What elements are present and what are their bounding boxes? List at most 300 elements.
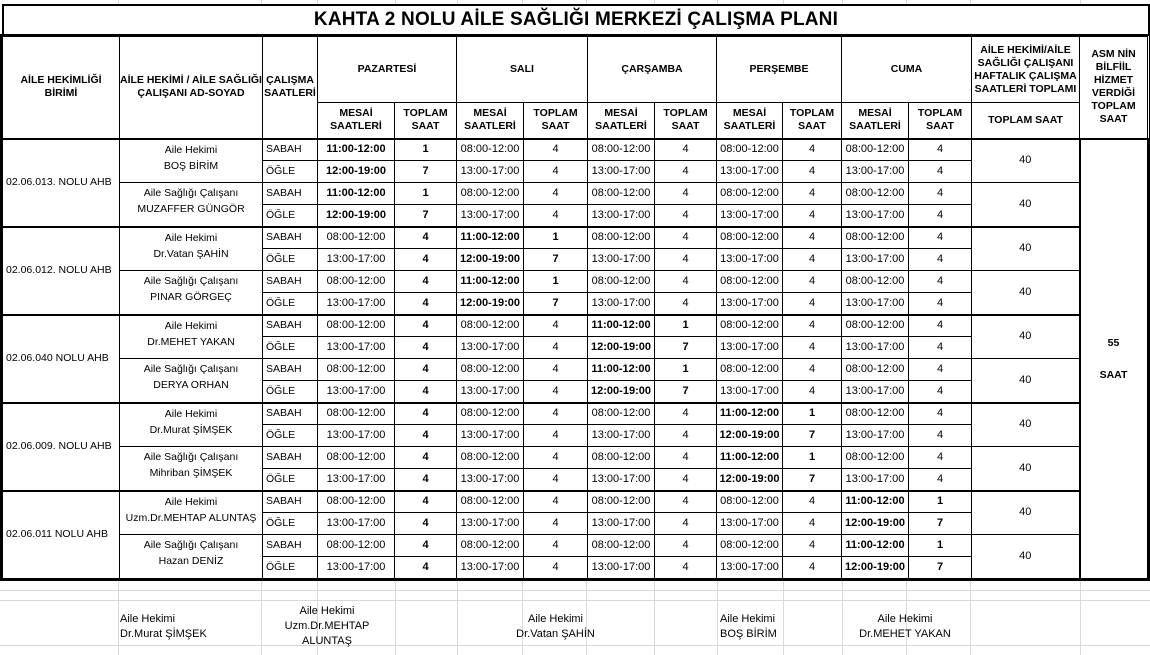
signature-block[interactable] — [120, 612, 260, 642]
mesai-hours[interactable]: 13:00-17:00 — [588, 205, 655, 227]
mesai-hours[interactable]: 13:00-17:00 — [588, 425, 655, 447]
person-name: Mihriban ŞİMŞEK — [149, 467, 233, 479]
total-hours[interactable]: 4 — [524, 359, 588, 381]
mesai-hours[interactable]: 08:00-12:00 — [457, 183, 524, 205]
mesai-hours[interactable]: 13:00-17:00 — [842, 249, 909, 271]
person-cell[interactable] — [120, 227, 263, 271]
total-hours[interactable]: 4 — [524, 381, 588, 403]
total-hours[interactable]: 7 — [783, 425, 842, 447]
header-unit: AİLE HEKİMLİĞİ BİRİMİ — [3, 37, 120, 139]
header-weekly-sub: TOPLAM SAAT — [972, 103, 1080, 139]
total-hours[interactable]: 4 — [783, 513, 842, 535]
mesai-hours[interactable]: 13:00-17:00 — [318, 513, 395, 535]
header-toplam: TOPLAM SAAT — [783, 103, 842, 139]
table-row — [3, 535, 1148, 557]
total-hours[interactable]: 4 — [524, 183, 588, 205]
mesai-hours[interactable]: 08:00-12:00 — [318, 271, 395, 293]
header-asm-total: ASM NİN BİLFİİL HİZMET VERDİĞİ TOPLAM SAAT — [1080, 37, 1148, 139]
total-hours[interactable]: 4 — [783, 337, 842, 359]
mesai-hours[interactable]: 11:00-12:00 — [318, 183, 395, 205]
total-hours[interactable]: 4 — [395, 535, 457, 557]
total-hours[interactable]: 4 — [909, 469, 972, 491]
mesai-hours[interactable]: 08:00-12:00 — [588, 227, 655, 249]
mesai-hours[interactable]: 13:00-17:00 — [588, 249, 655, 271]
total-hours[interactable]: 4 — [783, 491, 842, 513]
shift-label[interactable]: ÖĞLE — [263, 249, 318, 271]
mesai-hours[interactable]: 08:00-12:00 — [318, 447, 395, 469]
total-hours[interactable]: 7 — [655, 337, 717, 359]
total-hours[interactable]: 4 — [909, 249, 972, 271]
mesai-hours[interactable]: 08:00-12:00 — [717, 139, 783, 161]
person-cell[interactable] — [120, 315, 263, 359]
mesai-hours[interactable]: 13:00-17:00 — [318, 425, 395, 447]
total-hours[interactable]: 4 — [524, 513, 588, 535]
mesai-hours[interactable]: 13:00-17:00 — [842, 337, 909, 359]
total-hours[interactable]: 1 — [395, 183, 457, 205]
total-hours[interactable]: 1 — [909, 535, 972, 557]
mesai-hours[interactable]: 13:00-17:00 — [717, 513, 783, 535]
person-cell[interactable] — [120, 535, 263, 579]
total-hours[interactable]: 4 — [655, 293, 717, 315]
weekly-total[interactable]: 40 — [972, 315, 1080, 359]
total-hours[interactable]: 4 — [783, 293, 842, 315]
shift-label[interactable]: SABAH — [263, 403, 318, 425]
total-hours[interactable]: 4 — [783, 227, 842, 249]
signature-name: Dr.MEHET YAKAN — [859, 628, 951, 640]
total-hours[interactable]: 4 — [524, 315, 588, 337]
total-hours[interactable]: 4 — [655, 227, 717, 249]
mesai-hours[interactable]: 08:00-12:00 — [457, 359, 524, 381]
total-hours[interactable]: 4 — [395, 425, 457, 447]
mesai-hours[interactable]: 08:00-12:00 — [588, 403, 655, 425]
shift-label[interactable]: ÖĞLE — [263, 557, 318, 579]
shift-label[interactable]: SABAH — [263, 183, 318, 205]
total-hours[interactable]: 4 — [655, 183, 717, 205]
header-toplam: TOPLAM SAAT — [655, 103, 717, 139]
mesai-hours[interactable]: 13:00-17:00 — [457, 381, 524, 403]
total-hours[interactable]: 4 — [524, 469, 588, 491]
total-hours[interactable]: 4 — [655, 535, 717, 557]
person-role: Aile Sağlığı Çalışanı — [143, 363, 239, 375]
mesai-hours[interactable]: 08:00-12:00 — [318, 535, 395, 557]
total-hours[interactable]: 1 — [395, 139, 457, 161]
mesai-hours[interactable]: 08:00-12:00 — [588, 139, 655, 161]
total-hours[interactable]: 4 — [655, 447, 717, 469]
header-toplam: TOPLAM SAAT — [524, 103, 588, 139]
unit-code[interactable]: 02.06.012. NOLU AHB — [3, 227, 120, 315]
total-hours[interactable]: 4 — [524, 491, 588, 513]
mesai-hours[interactable]: 11:00-12:00 — [318, 139, 395, 161]
mesai-hours[interactable]: 08:00-12:00 — [457, 491, 524, 513]
total-hours[interactable]: 4 — [655, 491, 717, 513]
total-hours[interactable]: 4 — [655, 249, 717, 271]
mesai-hours[interactable]: 13:00-17:00 — [457, 337, 524, 359]
total-hours[interactable]: 4 — [395, 271, 457, 293]
shift-label[interactable]: SABAH — [263, 271, 318, 293]
total-hours[interactable]: 4 — [783, 271, 842, 293]
total-hours[interactable]: 4 — [395, 249, 457, 271]
person-cell[interactable] — [120, 403, 263, 447]
asm-total-cell[interactable] — [1080, 139, 1148, 579]
total-hours[interactable]: 4 — [655, 425, 717, 447]
shift-label[interactable]: ÖĞLE — [263, 161, 318, 183]
total-hours[interactable]: 7 — [655, 381, 717, 403]
header-shift: ÇALIŞMA SAATLERİ — [263, 37, 318, 139]
total-hours[interactable]: 7 — [395, 161, 457, 183]
total-hours[interactable]: 4 — [783, 381, 842, 403]
mesai-hours[interactable]: 12:00-19:00 — [318, 161, 395, 183]
mesai-hours[interactable]: 13:00-17:00 — [318, 469, 395, 491]
total-hours[interactable]: 4 — [524, 403, 588, 425]
header-day-monday: PAZARTESİ — [318, 37, 457, 103]
mesai-hours[interactable]: 13:00-17:00 — [588, 161, 655, 183]
mesai-hours[interactable]: 12:00-19:00 — [588, 337, 655, 359]
unit-code[interactable]: 02.06.009. NOLU AHB — [3, 403, 120, 491]
person-role: Aile Sağlığı Çalışanı — [143, 187, 239, 199]
mesai-hours[interactable]: 11:00-12:00 — [588, 359, 655, 381]
mesai-hours[interactable]: 13:00-17:00 — [588, 469, 655, 491]
mesai-hours[interactable]: 08:00-12:00 — [717, 271, 783, 293]
person-cell[interactable] — [120, 447, 263, 491]
mesai-hours[interactable]: 13:00-17:00 — [588, 293, 655, 315]
unit-code[interactable]: 02.06.011 NOLU AHB — [3, 491, 120, 579]
mesai-hours[interactable]: 08:00-12:00 — [717, 315, 783, 337]
mesai-hours[interactable]: 13:00-17:00 — [717, 381, 783, 403]
header-day-wednesday: ÇARŞAMBA — [588, 37, 717, 103]
shift-label[interactable]: ÖĞLE — [263, 337, 318, 359]
mesai-hours[interactable]: 13:00-17:00 — [717, 161, 783, 183]
total-hours[interactable]: 4 — [395, 293, 457, 315]
mesai-hours[interactable]: 08:00-12:00 — [318, 359, 395, 381]
total-hours[interactable]: 4 — [524, 535, 588, 557]
person-role: Aile Hekimi — [164, 319, 218, 332]
table-row — [3, 139, 1148, 161]
shift-label[interactable]: SABAH — [263, 359, 318, 381]
mesai-hours[interactable]: 13:00-17:00 — [717, 557, 783, 579]
person-cell[interactable] — [120, 139, 263, 183]
person-name: MUZAFFER GÜNGÖR — [137, 203, 245, 215]
mesai-hours[interactable]: 13:00-17:00 — [588, 513, 655, 535]
mesai-hours[interactable]: 08:00-12:00 — [588, 183, 655, 205]
signature-block[interactable] — [262, 604, 392, 649]
mesai-hours[interactable]: 08:00-12:00 — [717, 535, 783, 557]
mesai-hours[interactable]: 08:00-12:00 — [588, 447, 655, 469]
header-day-tuesday: SALI — [457, 37, 588, 103]
table-row — [3, 227, 1148, 249]
weekly-total[interactable]: 40 — [972, 403, 1080, 447]
header-toplam: TOPLAM SAAT — [395, 103, 457, 139]
table-row — [3, 271, 1148, 293]
total-hours[interactable]: 4 — [524, 161, 588, 183]
table-row — [3, 359, 1148, 381]
mesai-hours[interactable]: 12:00-19:00 — [842, 513, 909, 535]
unit-code[interactable]: 02.06.040 NOLU AHB — [3, 315, 120, 403]
shift-label[interactable]: ÖĞLE — [263, 513, 318, 535]
total-hours[interactable]: 4 — [909, 227, 972, 249]
shift-label[interactable]: SABAH — [263, 227, 318, 249]
mesai-hours[interactable]: 13:00-17:00 — [842, 381, 909, 403]
mesai-hours[interactable]: 13:00-17:00 — [318, 337, 395, 359]
signature-block[interactable] — [845, 612, 965, 642]
person-role: Aile Sağlığı Çalışanı — [143, 451, 239, 463]
mesai-hours[interactable]: 13:00-17:00 — [842, 205, 909, 227]
total-hours[interactable]: 1 — [783, 403, 842, 425]
total-hours[interactable]: 4 — [909, 425, 972, 447]
mesai-hours[interactable]: 12:00-19:00 — [717, 469, 783, 491]
mesai-hours[interactable]: 11:00-12:00 — [457, 271, 524, 293]
mesai-hours[interactable]: 08:00-12:00 — [842, 403, 909, 425]
total-hours[interactable]: 4 — [395, 557, 457, 579]
mesai-hours[interactable]: 13:00-17:00 — [842, 425, 909, 447]
total-hours[interactable]: 7 — [395, 205, 457, 227]
weekly-total[interactable]: 40 — [972, 139, 1080, 183]
mesai-hours[interactable]: 13:00-17:00 — [457, 161, 524, 183]
mesai-hours[interactable]: 11:00-12:00 — [842, 535, 909, 557]
table-row — [3, 315, 1148, 337]
mesai-hours[interactable]: 13:00-17:00 — [457, 469, 524, 491]
mesai-hours[interactable]: 13:00-17:00 — [457, 557, 524, 579]
person-role: Aile Hekimi — [164, 407, 218, 420]
person-name: Dr.MEHET YAKAN — [147, 335, 235, 348]
header-person: AİLE HEKİMİ / AİLE SAĞLIĞI ÇALIŞANI AD-SOYAD — [120, 37, 263, 139]
mesai-hours[interactable]: 13:00-17:00 — [318, 381, 395, 403]
mesai-hours[interactable]: 08:00-12:00 — [717, 359, 783, 381]
signature-role: Aile Hekimi — [120, 613, 176, 625]
mesai-hours[interactable]: 12:00-19:00 — [318, 205, 395, 227]
total-hours[interactable]: 4 — [909, 359, 972, 381]
total-hours[interactable]: 4 — [909, 381, 972, 403]
total-hours[interactable]: 4 — [909, 139, 972, 161]
total-hours[interactable]: 4 — [524, 557, 588, 579]
mesai-hours[interactable]: 12:00-19:00 — [717, 425, 783, 447]
weekly-total[interactable]: 40 — [972, 447, 1080, 491]
mesai-hours[interactable]: 13:00-17:00 — [457, 425, 524, 447]
mesai-hours[interactable]: 13:00-17:00 — [457, 205, 524, 227]
total-hours[interactable]: 4 — [783, 139, 842, 161]
weekly-total[interactable]: 40 — [972, 227, 1080, 271]
mesai-hours[interactable]: 13:00-17:00 — [588, 557, 655, 579]
mesai-hours[interactable]: 11:00-12:00 — [842, 491, 909, 513]
gridline — [0, 645, 1150, 646]
total-hours[interactable]: 1 — [655, 315, 717, 337]
weekly-total[interactable]: 40 — [972, 491, 1080, 535]
total-hours[interactable]: 1 — [524, 271, 588, 293]
total-hours[interactable]: 1 — [524, 227, 588, 249]
total-hours[interactable]: 7 — [524, 293, 588, 315]
mesai-hours[interactable]: 13:00-17:00 — [717, 293, 783, 315]
mesai-hours[interactable]: 12:00-19:00 — [457, 249, 524, 271]
shift-label[interactable]: SABAH — [263, 535, 318, 557]
total-hours[interactable]: 4 — [783, 205, 842, 227]
shift-label[interactable]: ÖĞLE — [263, 469, 318, 491]
mesai-hours[interactable]: 11:00-12:00 — [588, 315, 655, 337]
total-hours[interactable]: 4 — [524, 205, 588, 227]
total-hours[interactable]: 4 — [655, 161, 717, 183]
signature-role: Aile Hekimi — [720, 613, 776, 625]
mesai-hours[interactable]: 13:00-17:00 — [842, 293, 909, 315]
total-hours[interactable]: 4 — [655, 205, 717, 227]
shift-label[interactable]: ÖĞLE — [263, 425, 318, 447]
mesai-hours[interactable]: 13:00-17:00 — [717, 249, 783, 271]
mesai-hours[interactable]: 13:00-17:00 — [842, 469, 909, 491]
person-name: DERYA ORHAN — [153, 379, 229, 391]
total-hours[interactable]: 4 — [395, 403, 457, 425]
signature-name: BOŞ BİRİM — [720, 628, 777, 640]
shift-label[interactable]: SABAH — [263, 315, 318, 337]
mesai-hours[interactable]: 08:00-12:00 — [457, 315, 524, 337]
weekly-total[interactable]: 40 — [972, 359, 1080, 403]
mesai-hours[interactable]: 08:00-12:00 — [588, 535, 655, 557]
person-cell[interactable] — [120, 183, 263, 227]
total-hours[interactable]: 4 — [395, 315, 457, 337]
mesai-hours[interactable]: 13:00-17:00 — [318, 293, 395, 315]
mesai-hours[interactable]: 12:00-19:00 — [588, 381, 655, 403]
shift-label[interactable]: ÖĞLE — [263, 293, 318, 315]
total-hours[interactable]: 4 — [909, 205, 972, 227]
shift-label[interactable]: SABAH — [263, 139, 318, 161]
mesai-hours[interactable]: 12:00-19:00 — [457, 293, 524, 315]
person-role: Aile Hekimi — [164, 143, 218, 156]
person-cell[interactable] — [120, 359, 263, 403]
total-hours[interactable]: 4 — [909, 161, 972, 183]
total-hours[interactable]: 4 — [909, 337, 972, 359]
mesai-hours[interactable]: 08:00-12:00 — [318, 227, 395, 249]
total-hours[interactable]: 1 — [783, 447, 842, 469]
mesai-hours[interactable]: 08:00-12:00 — [717, 227, 783, 249]
total-hours[interactable]: 4 — [655, 557, 717, 579]
signature-block[interactable] — [720, 612, 840, 642]
mesai-hours[interactable]: 08:00-12:00 — [457, 535, 524, 557]
total-hours[interactable]: 4 — [395, 513, 457, 535]
total-hours[interactable]: 4 — [909, 271, 972, 293]
total-hours[interactable]: 7 — [909, 557, 972, 579]
total-hours[interactable]: 4 — [655, 403, 717, 425]
person-name: PINAR GÖRGEÇ — [150, 291, 232, 303]
total-hours[interactable]: 1 — [655, 359, 717, 381]
header-mesai: MESAİ SAATLERİ — [842, 103, 909, 139]
total-hours[interactable]: 4 — [524, 139, 588, 161]
total-hours[interactable]: 4 — [655, 139, 717, 161]
total-hours[interactable]: 7 — [909, 513, 972, 535]
gridline — [0, 600, 1150, 601]
header-mesai: MESAİ SAATLERİ — [457, 103, 524, 139]
weekly-total[interactable]: 40 — [972, 535, 1080, 579]
mesai-hours[interactable]: 08:00-12:00 — [717, 491, 783, 513]
total-hours[interactable]: 4 — [783, 359, 842, 381]
total-hours[interactable]: 4 — [524, 447, 588, 469]
shift-label[interactable]: ÖĞLE — [263, 205, 318, 227]
mesai-hours[interactable]: 08:00-12:00 — [588, 271, 655, 293]
header-weekly-total: AİLE HEKİMİ/AİLE SAĞLIĞI ÇALIŞANI HAFTALIK ÇALIŞMA SAATLERİ TOPLAMI — [972, 37, 1080, 103]
total-hours[interactable]: 4 — [655, 513, 717, 535]
total-hours[interactable]: 4 — [783, 183, 842, 205]
total-hours[interactable]: 4 — [395, 469, 457, 491]
mesai-hours[interactable]: 08:00-12:00 — [318, 315, 395, 337]
total-hours[interactable]: 4 — [783, 535, 842, 557]
mesai-hours[interactable]: 11:00-12:00 — [717, 447, 783, 469]
person-name: Dr.Murat ŞİMŞEK — [149, 423, 233, 436]
signature-name: Dr.Vatan ŞAHİN — [516, 628, 595, 640]
mesai-hours[interactable]: 11:00-12:00 — [717, 403, 783, 425]
mesai-hours[interactable]: 08:00-12:00 — [842, 183, 909, 205]
person-role: Aile Sağlığı Çalışanı — [143, 275, 239, 287]
signature-name: Uzm.Dr.MEHTAP ALUNTAŞ — [284, 620, 370, 647]
total-hours[interactable]: 4 — [524, 425, 588, 447]
shift-label[interactable]: SABAH — [263, 491, 318, 513]
total-hours[interactable]: 4 — [655, 271, 717, 293]
total-hours[interactable]: 4 — [783, 161, 842, 183]
mesai-hours[interactable]: 08:00-12:00 — [842, 359, 909, 381]
total-hours[interactable]: 4 — [395, 381, 457, 403]
unit-code[interactable]: 02.06.013. NOLU AHB — [3, 139, 120, 227]
mesai-hours[interactable]: 08:00-12:00 — [318, 491, 395, 513]
total-hours[interactable]: 4 — [909, 183, 972, 205]
mesai-hours[interactable]: 08:00-12:00 — [717, 183, 783, 205]
asm-total-value: 55 — [1107, 336, 1120, 349]
person-cell[interactable] — [120, 491, 263, 535]
shift-label[interactable]: SABAH — [263, 447, 318, 469]
mesai-hours[interactable]: 08:00-12:00 — [457, 403, 524, 425]
total-hours[interactable]: 4 — [395, 359, 457, 381]
total-hours[interactable]: 4 — [783, 557, 842, 579]
total-hours[interactable]: 7 — [524, 249, 588, 271]
signature-role: Aile Hekimi — [299, 605, 355, 617]
mesai-hours[interactable]: 08:00-12:00 — [457, 139, 524, 161]
mesai-hours[interactable]: 13:00-17:00 — [842, 161, 909, 183]
total-hours[interactable]: 4 — [655, 469, 717, 491]
mesai-hours[interactable]: 08:00-12:00 — [457, 447, 524, 469]
signature-role: Aile Hekimi — [527, 613, 583, 625]
person-cell[interactable] — [120, 271, 263, 315]
total-hours[interactable]: 4 — [909, 403, 972, 425]
mesai-hours[interactable]: 11:00-12:00 — [457, 227, 524, 249]
total-hours[interactable]: 4 — [909, 447, 972, 469]
asm-total-unit: SAAT — [1099, 368, 1128, 381]
total-hours[interactable]: 4 — [909, 293, 972, 315]
signature-block[interactable] — [458, 612, 653, 642]
plan-title[interactable]: KAHTA 2 NOLU AİLE SAĞLIĞI MERKEZİ ÇALIŞMA PLANI — [2, 4, 1150, 36]
mesai-hours[interactable]: 13:00-17:00 — [717, 205, 783, 227]
total-hours[interactable]: 4 — [909, 315, 972, 337]
mesai-hours[interactable]: 13:00-17:00 — [318, 557, 395, 579]
total-hours[interactable]: 4 — [783, 249, 842, 271]
total-hours[interactable]: 4 — [783, 315, 842, 337]
header-day-thursday: PERŞEMBE — [717, 37, 842, 103]
mesai-hours[interactable]: 08:00-12:00 — [318, 403, 395, 425]
total-hours[interactable]: 4 — [395, 491, 457, 513]
mesai-hours[interactable]: 08:00-12:00 — [842, 227, 909, 249]
mesai-hours[interactable]: 08:00-12:00 — [588, 491, 655, 513]
shift-label[interactable]: ÖĞLE — [263, 381, 318, 403]
mesai-hours[interactable]: 08:00-12:00 — [842, 315, 909, 337]
mesai-hours[interactable]: 08:00-12:00 — [842, 447, 909, 469]
mesai-hours[interactable]: 12:00-19:00 — [842, 557, 909, 579]
total-hours[interactable]: 4 — [395, 227, 457, 249]
mesai-hours[interactable]: 08:00-12:00 — [842, 271, 909, 293]
table-row — [3, 403, 1148, 425]
mesai-hours[interactable]: 13:00-17:00 — [717, 337, 783, 359]
mesai-hours[interactable]: 13:00-17:00 — [457, 513, 524, 535]
total-hours[interactable]: 4 — [395, 447, 457, 469]
total-hours[interactable]: 1 — [909, 491, 972, 513]
total-hours[interactable]: 7 — [783, 469, 842, 491]
total-hours[interactable]: 4 — [524, 337, 588, 359]
weekly-total[interactable]: 40 — [972, 183, 1080, 227]
mesai-hours[interactable]: 13:00-17:00 — [318, 249, 395, 271]
mesai-hours[interactable]: 08:00-12:00 — [842, 139, 909, 161]
total-hours[interactable]: 4 — [395, 337, 457, 359]
weekly-total[interactable]: 40 — [972, 271, 1080, 315]
